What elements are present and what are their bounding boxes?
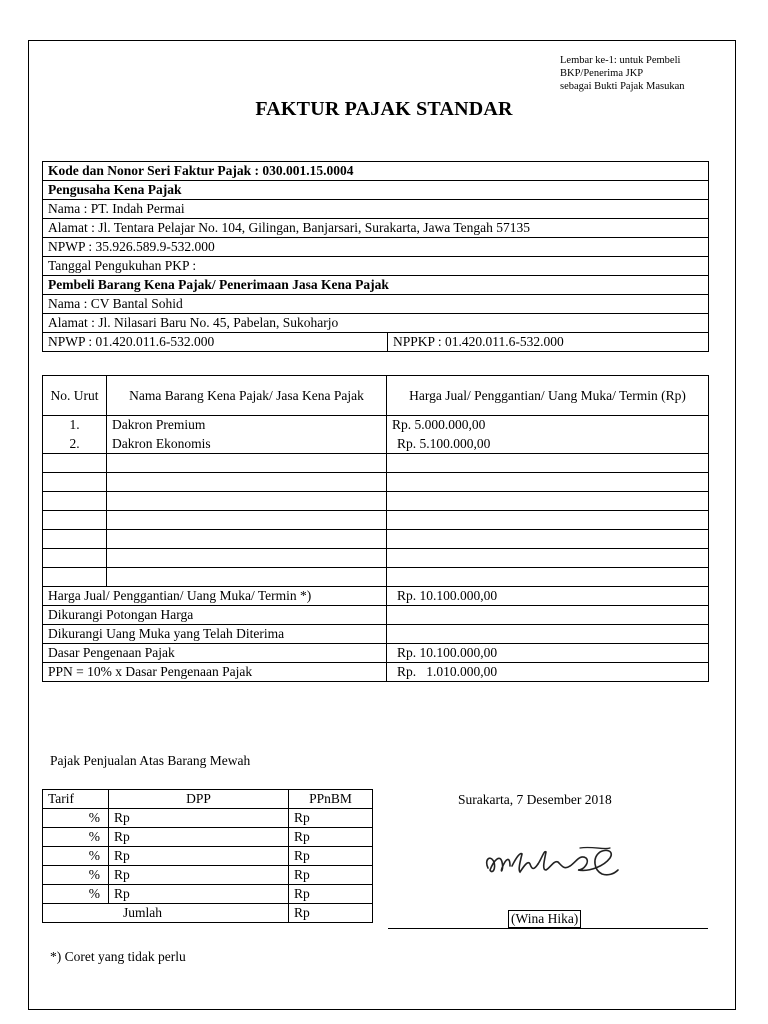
summary-value (387, 606, 709, 625)
empty-row (43, 454, 709, 473)
empty-row (43, 511, 709, 530)
item-no: 1. (43, 416, 107, 435)
item-harga: Rp. 5.100.000,00 (387, 435, 709, 454)
summary-label: Harga Jual/ Penggantian/ Uang Muka/ Termin *) (43, 587, 387, 606)
ppnbm-table (42, 789, 373, 923)
dpp-rp: Rp (109, 885, 289, 904)
tarif-percent: % (43, 885, 109, 904)
tanggal-pengukuhan: Tanggal Pengukuhan PKP : (43, 257, 709, 276)
copy-note (560, 54, 750, 93)
jumlah-rp: Rp (289, 904, 373, 923)
table-row (43, 847, 373, 866)
pengusaha-alamat: Alamat : Jl. Tentara Pelajar No. 104, Gilingan, Banjarsari, Surakarta, Jawa Tengah 57135 (43, 219, 709, 238)
dpp-rp: Rp (109, 866, 289, 885)
ppnbm-rp: Rp (289, 885, 373, 904)
summary-label: PPN = 10% x Dasar Pengenaan Pajak (43, 663, 387, 682)
item-harga: Rp. 5.000.000,00 (387, 416, 709, 435)
tarif-percent: % (43, 809, 109, 828)
ppnbm-rp: Rp (289, 828, 373, 847)
col-no-header: No. Urut (43, 376, 107, 416)
table-row (43, 866, 373, 885)
pengusaha-nama: Nama : PT. Indah Permai (43, 200, 709, 219)
summary-label: Dasar Pengenaan Pajak (43, 644, 387, 663)
empty-row (43, 549, 709, 568)
place-date: Surakarta, 7 Desember 2018 (458, 792, 612, 807)
document-title: FAKTUR PAJAK STANDAR (255, 98, 513, 120)
tarif-percent: % (43, 828, 109, 847)
jumlah-label: Jumlah (43, 904, 289, 923)
dpp-rp: Rp (109, 847, 289, 866)
table-row (43, 809, 373, 828)
col-dpp-header: DPP (109, 790, 289, 809)
col-harga-header: Harga Jual/ Penggantian/ Uang Muka/ Termin (Rp) (387, 376, 709, 416)
summary-value: Rp. 10.100.000,00 (387, 587, 709, 606)
copy-note-line-3: sebagai Bukti Pajak Masukan (560, 81, 685, 92)
dpp-rp: Rp (109, 828, 289, 847)
signer-name: (Wina Hika) (508, 910, 581, 928)
table-row (43, 885, 373, 904)
item-nama: Dakron Ekonomis (107, 435, 387, 454)
empty-row (43, 473, 709, 492)
summary-value: Rp. 1.010.000,00 (387, 663, 709, 682)
signature-image (480, 840, 630, 888)
tarif-percent: % (43, 866, 109, 885)
ppnbm-rp: Rp (289, 809, 373, 828)
copy-note-line-2: BKP/Penerima JKP (560, 68, 644, 79)
ppnbm-rp: Rp (289, 847, 373, 866)
dpp-rp: Rp (109, 809, 289, 828)
pembeli-alamat: Alamat : Jl. Nilasari Baru No. 45, Pabelan, Sukoharjo (43, 314, 709, 333)
items-table (42, 375, 709, 682)
ppnbm-rp: Rp (289, 866, 373, 885)
summary-label: Dikurangi Potongan Harga (43, 606, 387, 625)
empty-row (43, 568, 709, 587)
signature-line (388, 928, 708, 929)
table-row (43, 828, 373, 847)
item-no: 2. (43, 435, 107, 454)
table-row (43, 435, 709, 454)
copy-note-line-1: Lembar ke-1: untuk Pembeli (560, 55, 681, 66)
summary-value: Rp. 10.100.000,00 (387, 644, 709, 663)
pembeli-heading: Pembeli Barang Kena Pajak/ Penerimaan Jasa Kena Pajak (43, 276, 709, 295)
footnote: *) Coret yang tidak perlu (50, 949, 186, 964)
summary-value (387, 625, 709, 644)
empty-row (43, 492, 709, 511)
item-nama: Dakron Premium (107, 416, 387, 435)
col-ppnbm-header: PPnBM (289, 790, 373, 809)
kode-seri: Kode dan Nonor Seri Faktur Pajak : 030.001.15.0004 (43, 162, 709, 181)
pembeli-nppkp: NPPKP : 01.420.011.6-532.000 (388, 333, 709, 352)
col-nama-header: Nama Barang Kena Pajak/ Jasa Kena Pajak (107, 376, 387, 416)
empty-row (43, 530, 709, 549)
pengusaha-heading: Pengusaha Kena Pajak (43, 181, 709, 200)
pembeli-npwp: NPWP : 01.420.011.6-532.000 (43, 333, 388, 352)
pengusaha-npwp: NPWP : 35.926.589.9-532.000 (43, 238, 709, 257)
header-table (42, 161, 709, 352)
col-tarif-header: Tarif (43, 790, 109, 809)
tarif-percent: % (43, 847, 109, 866)
ppnbm-label: Pajak Penjualan Atas Barang Mewah (50, 753, 251, 768)
pembeli-nama: Nama : CV Bantal Sohid (43, 295, 709, 314)
summary-label: Dikurangi Uang Muka yang Telah Diterima (43, 625, 387, 644)
table-row (43, 416, 709, 435)
